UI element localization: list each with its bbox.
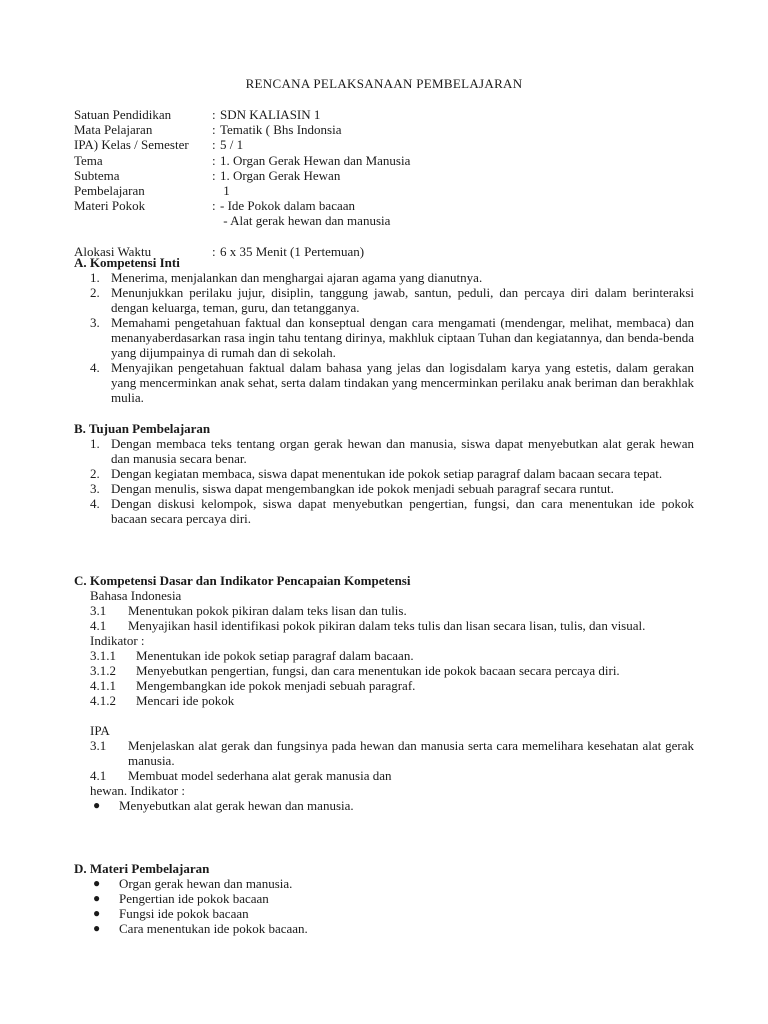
meta-label: Satuan Pendidikan: [74, 107, 172, 122]
bullet-item: ● Pengertian ide pokok bacaan: [93, 891, 269, 906]
document-title: RENCANA PELAKSANAAN PEMBELAJARAN: [245, 76, 523, 91]
bullet-item: ● Organ gerak hewan dan manusia.: [93, 876, 293, 891]
meta-label: Tema: [74, 152, 103, 168]
bullet-item: ● Fungsi ide pokok bacaan: [93, 906, 249, 921]
section-heading: C. Kompetensi Dasar dan Indikator Pencapaian Kompetensi: [74, 573, 411, 588]
list-item: 1. Menerima, menjalankan dan menghargai ajaran agama yang dianutnya.: [90, 270, 483, 285]
meta-row: Subtema : 1. Organ Gerak Hewan: [74, 168, 714, 183]
meta-value: Tematik ( Bhs Indonsia: [220, 122, 342, 138]
subject-label: Bahasa Indonesia: [90, 588, 182, 603]
meta-value: 6 x 35 Menit (1 Pertemuan): [220, 243, 365, 259]
meta-row: Alokasi Waktu : 6 x 35 Menit (1 Pertemuan): [74, 244, 714, 259]
section-materi-pembelajaran: [74, 861, 694, 936]
bullet-item: ● Cara menentukan ide pokok bacaan.: [93, 921, 308, 936]
kd-item: 3.1 Menjelaskan alat gerak dan fungsinya pada hewan dan manusia serta cara memelihara kesehatan alat gerak manusia.: [90, 738, 694, 768]
kd-item: 4.1 Membuat model sederhana alat gerak manusia dan: [90, 768, 392, 783]
meta-value: 5 / 1: [220, 137, 244, 153]
meta-label: Subtema: [74, 167, 120, 183]
meta-label: Alokasi Waktu: [74, 243, 152, 259]
section-kompetensi-inti: [74, 255, 694, 405]
section-heading: D. Materi Pembelajaran: [74, 861, 210, 876]
meta-row: [74, 183, 714, 198]
meta-row: IPA) Kelas / Semester : 5 / 1: [74, 137, 714, 152]
section-tujuan-pembelajaran: [74, 421, 694, 526]
list-item: 2. Menunjukkan perilaku jujur, disiplin, tanggung jawab, santun, peduli, dan percaya diri dalam berinteraksi dengan keluarga, teman, guru, dan tetangganya.: [90, 285, 694, 315]
list-item: 2. Dengan kegiatan membaca, siswa dapat menentukan ide pokok setiap paragraf dalam bacaan secara tepat.: [90, 466, 663, 481]
identity-table: [74, 107, 714, 259]
section-heading: A. Kompetensi Inti: [74, 255, 180, 270]
meta-row: Satuan Pendidikan : SDN KALIASIN 1: [74, 107, 714, 122]
numbered-list: [74, 270, 694, 405]
meta-label: Pembelajaran: [74, 182, 145, 198]
kd-item: 4.1 Menyajikan hasil identifikasi pokok pikiran dalam teks tulis dan lisan secara lisan, tulis, dan visual.: [90, 618, 646, 633]
indikator-item: 4.1.1 Mengembangkan ide pokok menjadi sebuah paragraf.: [90, 678, 416, 693]
bullet-icon: ●: [93, 906, 101, 920]
bullet-item: ● Menyebutkan alat gerak hewan dan manusia.: [93, 798, 354, 813]
meta-value: 1. Organ Gerak Hewan: [220, 167, 341, 183]
section-heading: B. Tujuan Pembelajaran: [74, 421, 211, 436]
meta-value: 1. Organ Gerak Hewan dan Manusia: [220, 152, 411, 168]
meta-value: - Ide Pokok dalam bacaan: [220, 198, 356, 214]
bullet-icon: ●: [93, 876, 101, 890]
meta-row: Materi Pokok : - Ide Pokok dalam bacaan: [74, 198, 714, 213]
list-item: 4. Dengan diskusi kelompok, siswa dapat menyebutkan pengertian, fungsi, dan cara menentukan ide pokok bacaan secara percaya diri.: [90, 496, 694, 526]
meta-row: Mata Pelajaran : Tematik ( Bhs Indonsia: [74, 122, 714, 137]
meta-row: Tema : 1. Organ Gerak Hewan dan Manusia: [74, 153, 714, 168]
list-item: 3. Dengan menulis, siswa dapat mengembangkan ide pokok menjadi sebuah paragraf secara runtut.: [90, 481, 614, 496]
indikator-item: 3.1.1 Menentukan ide pokok setiap paragraf dalam bacaan.: [90, 648, 414, 663]
meta-label: IPA) Kelas / Semester: [74, 137, 189, 153]
list-item: 3. Memahami pengetahuan faktual dan konseptual dengan cara mengamati (mendengar, melihat, membaca) dan menanyaberdasarkan rasa ingin tahu tentang dirinya, makhluk ciptaan Tuhan dan kegiatannya, dan benda-benda yang dijumpainya di rumah dan di sekolah.: [90, 315, 694, 360]
meta-label: Materi Pokok: [74, 198, 146, 214]
meta-label: Mata Pelajaran: [74, 122, 153, 138]
kd-item-continued: hewan. Indikator :: [90, 783, 185, 798]
list-item: 1. Dengan membaca teks tentang organ gerak hewan dan manusia, siswa dapat menyebutkan alat gerak hewan dan manusia secara benar.: [90, 436, 694, 466]
numbered-list: [74, 436, 694, 526]
subject-label: IPA: [90, 723, 110, 738]
section-kompetensi-dasar: [74, 573, 694, 813]
kd-item: 3.1 Menentukan pokok pikiran dalam teks lisan dan tulis.: [90, 603, 407, 618]
meta-value: 1: [220, 182, 230, 198]
meta-value: SDN KALIASIN 1: [220, 107, 321, 122]
indikator-label: Indikator :: [90, 633, 145, 648]
bullet-icon: ●: [93, 891, 101, 905]
bullet-icon: ●: [93, 798, 101, 812]
bullet-icon: ●: [93, 921, 101, 935]
meta-value-continued: - Alat gerak hewan dan manusia: [220, 213, 391, 229]
indikator-item: 3.1.2 Menyebutkan pengertian, fungsi, dan cara menentukan ide pokok bacaan secara percaya diri.: [90, 663, 620, 678]
indikator-item: 4.1.2 Mencari ide pokok: [90, 693, 235, 708]
list-item: 4. Menyajikan pengetahuan faktual dalam bahasa yang jelas dan logisdalam karya yang estetis, dalam gerakan yang mencerminkan anak sehat, serta dalam tindakan yang mencerminkan perilaku anak beriman dan berakhlak mulia.: [90, 360, 694, 405]
